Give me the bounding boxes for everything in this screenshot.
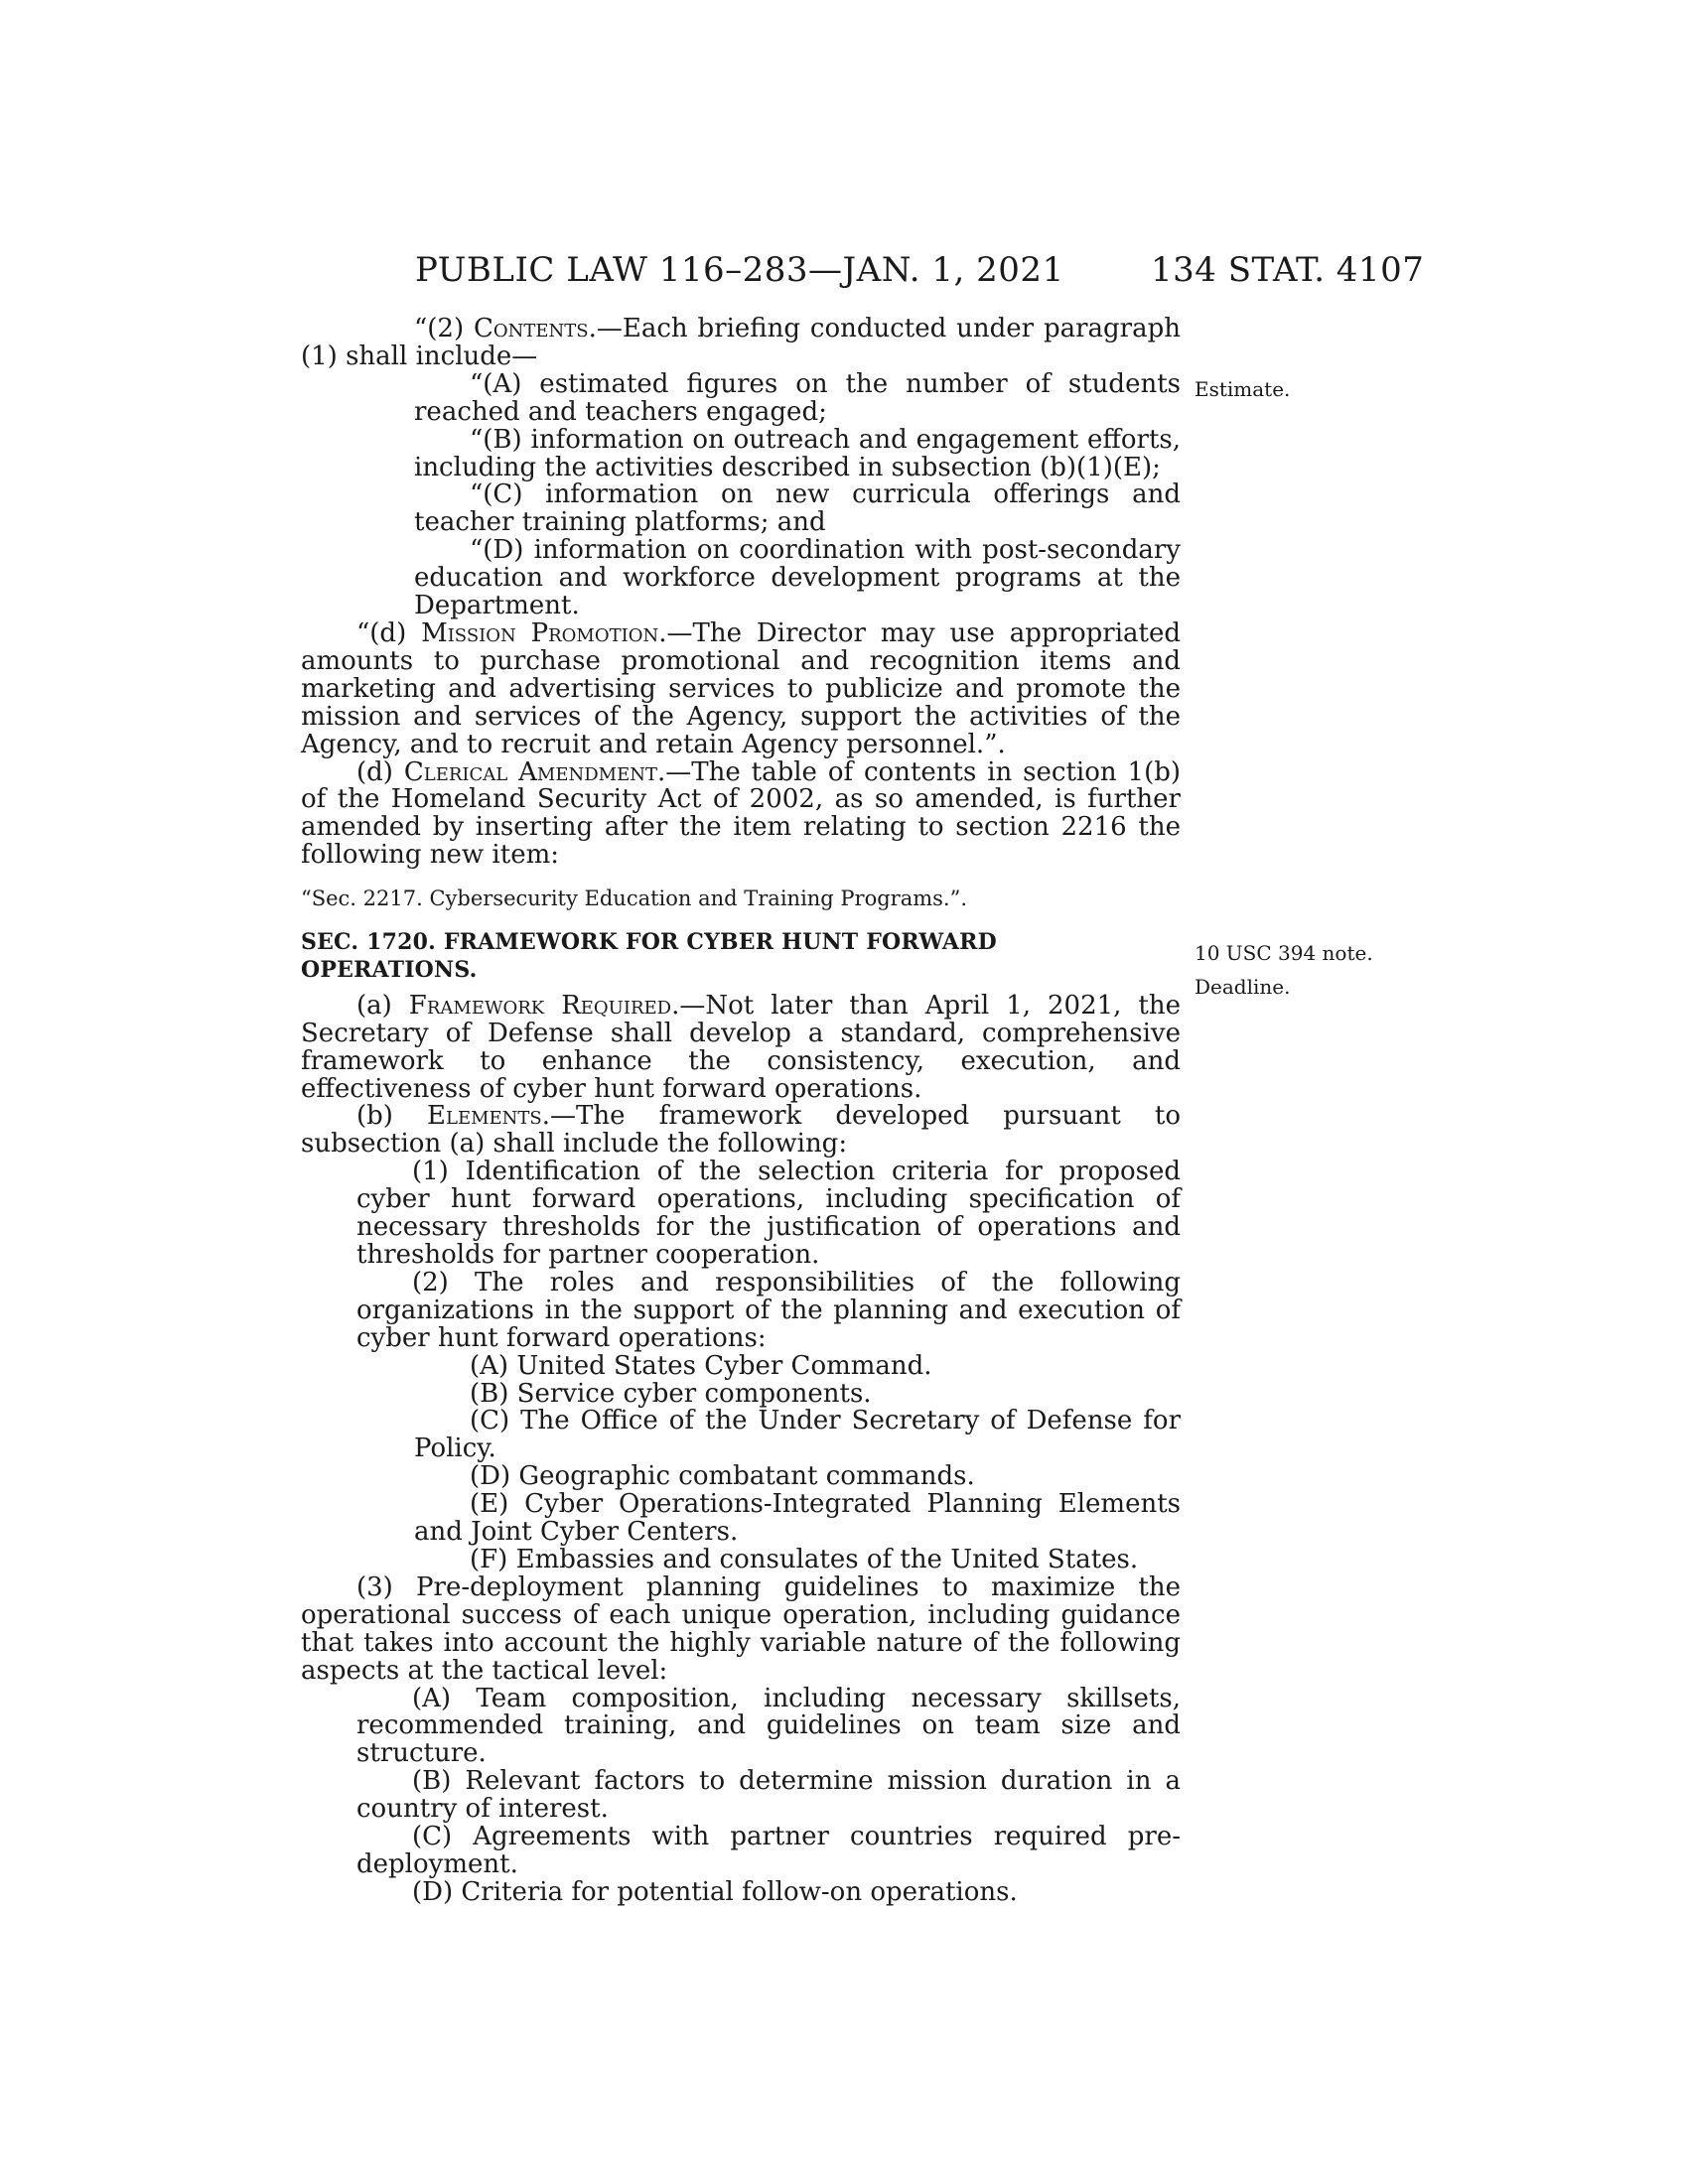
element-2-C: (C) The Office of the Under Secretary of Defense for Policy.	[414, 1406, 1181, 1464]
element-1: (1) Identification of the selection criteria for proposed cyber hunt forward operations, including specification of necessary thresholds for the justification of operations and thresholds for partner cooperation.	[356, 1157, 1181, 1270]
toc-item: “Sec. 2217. Cybersecurity Education and Training Programs.”.	[301, 887, 968, 911]
element-3: (3) Pre-deployment planning guidelines to maximize the operational success of each unique operation, including guidance that takes into account the highly variable nature of the following aspects at the tactical level:	[301, 1571, 1181, 1686]
element-2: (2) The roles and responsibilities of the following organizations in the support of the planning and execution of cyber hunt forward operations:	[356, 1267, 1181, 1353]
paragraph-mission-promotion: “(d) Mission Promotion.—The Director may use appropriated amounts to purchase promotional and recognition items and marketing and advertising services to publicize and promote the mission and services of the Agency, support the activities of the Agency, and to recruit and retain Agency personnel.”.	[301, 617, 1182, 759]
element-2-B: (B) Service cyber components.	[470, 1378, 872, 1409]
element-2-A: (A) United States Cyber Command.	[470, 1350, 932, 1381]
element-3-D: (D) Criteria for potential follow-on operations.	[412, 1876, 1018, 1907]
element-2-F: (F) Embassies and consulates of the United States.	[470, 1544, 1139, 1574]
element-3-B: (B) Relevant factors to determine mission duration in a country of interest.	[356, 1766, 1181, 1825]
paragraph-clerical-amendment: (d) Clerical Amendment.—The table of contents in section 1(b) of the Homeland Security Act of 2002, as so amended, is further amended by inserting after the item relating to section 2216 the following new item:	[301, 756, 1182, 871]
paragraph-elements: (b) Elements.—The framework developed pursuant to subsection (a) shall include the following:	[301, 1101, 1181, 1160]
heading-clerical-amendment: Clerical Amendment	[403, 756, 657, 787]
heading-framework-required: Framework Required	[408, 990, 672, 1021]
element-3-A: (A) Team composition, including necessary skillsets, recommended training, and guidelines on team size and structure.	[356, 1683, 1181, 1769]
clause-C: “(C) information on new curricula offerings and teacher training platforms; and	[414, 479, 1181, 538]
margin-note-usc: 10 USC 394 note.	[1195, 941, 1373, 965]
section-heading: SEC. 1720. FRAMEWORK FOR CYBER HUNT FORWARD OPERATIONS.	[301, 929, 997, 983]
clause-B: “(B) information on outreach and engagement efforts, including the activities described in subsection (b)(1)(E);	[414, 424, 1181, 482]
heading-elements: Elements	[427, 1101, 542, 1132]
margin-note-deadline: Deadline.	[1195, 975, 1291, 999]
page-number: 134 STAT. 4107	[1151, 250, 1425, 290]
element-2-E: (E) Cyber Operations-Integrated Planning Elements and Joint Cyber Centers.	[414, 1489, 1181, 1548]
heading-contents: Contents	[473, 314, 589, 343]
heading-mission-promotion: Mission Promotion	[421, 617, 659, 648]
element-3-C: (C) Agreements with partner countries required pre-deployment.	[356, 1822, 1181, 1879]
margin-note-estimate: Estimate.	[1195, 377, 1291, 401]
clause-D: “(D) information on coordination with post-secondary education and workforce development programs at the Department.	[414, 535, 1181, 621]
clause-A: “(A) estimated figures on the number of students reached and teachers engaged;	[414, 368, 1181, 427]
paragraph-framework-required: (a) Framework Required.—Not later than April 1, 2021, the Secretary of Defense shall develop a standard, comprehensive framework to enhance the consistency, execution, and effectiveness of cyber hunt forward operations.	[301, 990, 1181, 1104]
element-2-D: (D) Geographic combatant commands.	[470, 1461, 975, 1492]
running-header-title: PUBLIC LAW 116–283—JAN. 1, 2021	[415, 250, 1064, 290]
paragraph-contents: “(2) Contents.—Each briefing conducted under paragraph (1) shall include—	[301, 314, 1181, 371]
document-body	[301, 316, 1181, 1907]
